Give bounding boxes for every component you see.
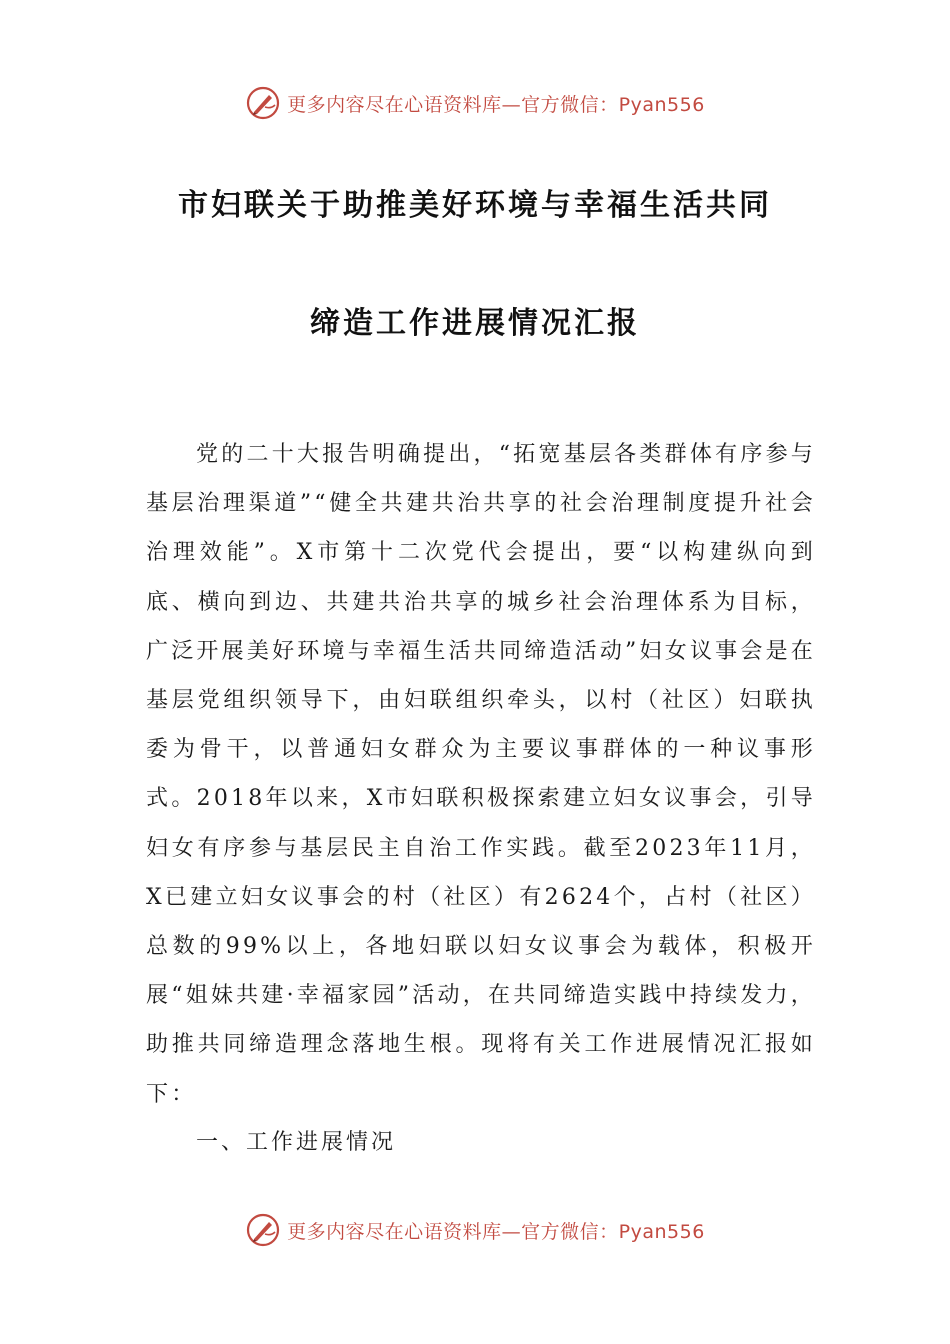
document-title-line-2: 缔造工作进展情况汇报 (310, 306, 640, 341)
watermark-wechat-id: Pyan556 (618, 1220, 705, 1243)
footer-watermark (0, 1205, 950, 1255)
pen-circle-logo-icon (245, 1212, 281, 1248)
document-title-line-1: 市妇联关于助推美好环境与幸福生活共同 (178, 188, 772, 223)
watermark-wechat-id: Pyan556 (618, 93, 705, 116)
watermark-text: 更多内容尽在心语资料库—官方微信：Pyan556 (287, 93, 705, 116)
section-heading-1: 一、工作进展情况 (196, 1130, 397, 1155)
watermark-text: 更多内容尽在心语资料库—官方微信：Pyan556 (287, 1220, 705, 1243)
pen-circle-logo-icon (245, 85, 281, 121)
body-paragraph: 党的二十大报告明确提出，“拓宽基层各类群体有序参与基层治理渠道”“健全共建共治共享的社会治理制度提升社会治理效能”。X市第十二次党代会提出，要“以构建纵向到底、横向到边、共建共治共享的城乡社会治理体系为目标，广泛开展美好环境与幸福生活共同缔造活动”妇女议事会是在基层党组织领导下，由妇联组织牵头，以村（社区）妇联执委为骨干，以普通妇女群众为主要议事群体的一种议事形式。2018年以来，X市妇联积极探索建立妇女议事会，引导妇女有序参与基层民主自治工作实践。截至2023年11月，X已建立妇女议事会的村（社区）有2624个，占村（社区）总数的99%以上，各地妇联以妇女议事会为载体，积极开展“姐妹共建·幸福家园”活动，在共同缔造实践中持续发力，助推共同缔造理念落地生根。现将有关工作进展情况汇报如下： (146, 442, 816, 1107)
header-watermark (0, 78, 950, 128)
